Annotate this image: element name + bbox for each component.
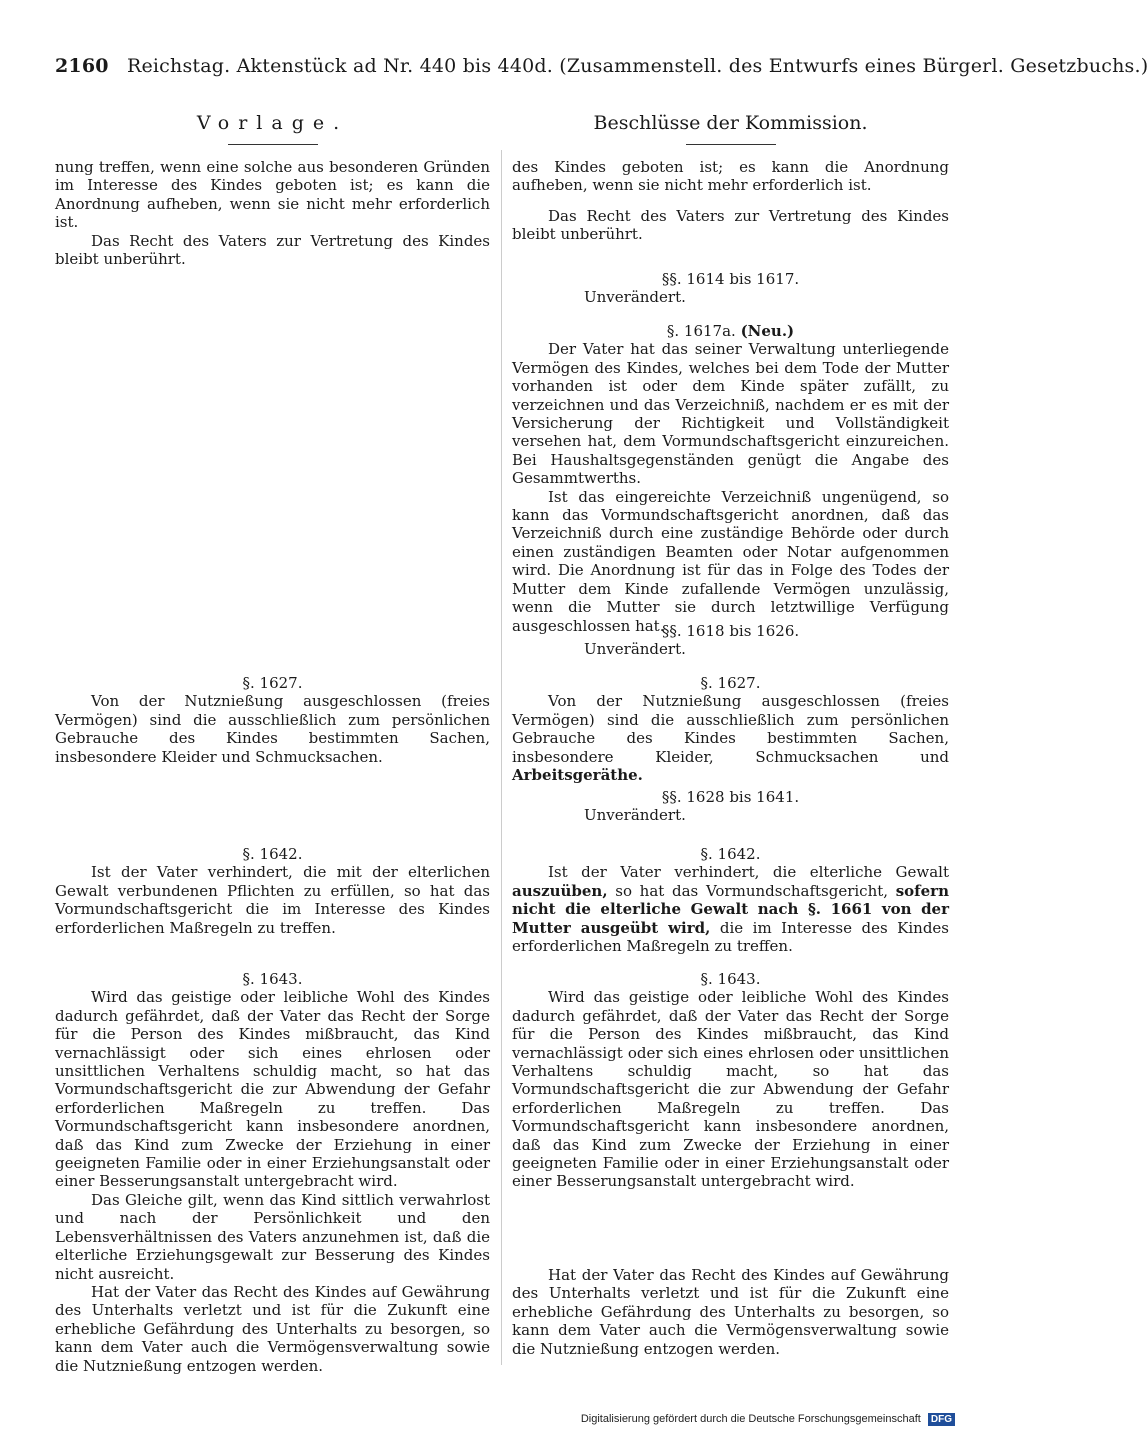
right-column [512,100,949,1358]
left-intro-paragraph: nung treffen, wenn eine solche aus besonderen Gründen im Interesse des Kindes geboten ist; es kann die Anordnung aufheben, wenn sie nicht mehr erforderlich ist. [55,158,490,232]
right-section-1642-bold-2: sofern nicht die elterliche Gewalt nach §. 1661 von der Mutter ausgeübt wird, [512,881,949,937]
right-section-1642 [512,845,949,955]
right-section-1643-heading: §. 1643. [700,970,761,988]
right-section-1643-p3: Hat der Vater das Recht des Kindes auf Gewährung des Unterhalts verletzt und ist für die Zukunft eine erhebliche Gefährdung des Unterhalts zu besorgen, so kann dem Vater auch die Vermögensverwaltung sowie die Nutznießung entzogen werden. [512,1266,949,1358]
right-section-1627-heading: §. 1627. [700,674,761,692]
right-section-1617a [512,322,949,635]
left-column-title: Vorlage. [196,112,349,134]
running-title: Reichstag. Aktenstück ad Nr. 440 bis 440d. (Zusammenstell. des Entwurfs eines Bürgerl. Gesetzbuchs.) [126,55,1148,77]
left-section-1642-heading: §. 1642. [242,845,303,863]
left-section-1643-p2: Das Gleiche gilt, wenn das Kind sittlich verwahrlost und nach der Persönlichkeit und den Lebensverhältnissen des Vaters anzunehmen ist, daß die elterliche Erziehungsgewalt zur Besserung des Kindes nicht ausreicht. [55,1190,490,1283]
right-section-1618-heading: §§. 1618 bis 1626. [661,622,800,640]
right-section-1618-1626 [512,622,949,659]
right-section-1643-last [512,1266,949,1358]
right-section-1628-heading: §§. 1628 bis 1641. [661,788,800,806]
right-intro [512,158,949,244]
right-section-1617a-heading-line [512,322,949,340]
right-section-1617a-heading: §. 1617a. [666,322,736,340]
right-column-title: Beschlüsse der Kommission. [593,112,868,134]
page-number: 2160 [55,55,109,77]
right-section-1627 [512,674,949,784]
left-section-1643-p1: Wird das geistige oder leibliche Wohl des Kindes dadurch gefährdet, daß der Vater das Recht der Sorge für die Person des Kindes mißbraucht, das Kind vernachlässigt oder sich eines ehrlosen oder unsittlichen Verhaltens schuldig macht, so hat das Vormundschaftsgericht die zur Abwendung der Gefahr erforderlichen Maßregeln zu treffen. Das Vormundschaftsgericht kann insbesondere anordnen, daß das Kind zum Zwecke der Erziehung in einer geeigneten Familie oder in einer Erziehungsanstalt oder einer Besserungsanstalt untergebracht wird. [55,988,490,1191]
right-section-1628-1641 [512,788,949,825]
right-section-1643-p1: Wird das geistige oder leibliche Wohl des Kindes dadurch gefährdet, daß der Vater das Recht der Sorge für die Person des Kindes mißbraucht, das Kind vernachlässigt oder sich eines ehrlosen oder unsittlichen Verhaltens schuldig macht, so hat das Vormundschaftsgericht die zur Abwendung der Gefahr erforderlichen Maßregeln zu treffen. Das Vormundschaftsgericht kann insbesondere anordnen, daß das Kind zum Zwecke der Erziehung in einer geeigneten Familie oder in einer Erziehungsanstalt oder einer Besserungsanstalt untergebracht wird. [512,988,949,1191]
right-section-1628-unchanged: Unverändert. [584,806,686,825]
right-section-1642-text-1: Ist der Vater verhindert, die elterliche Gewalt [548,863,949,882]
right-section-1642-text-2: so hat das Vormundschaftsgericht, [615,881,889,900]
footer-text: Digitalisierung gefördert durch die Deutsche Forschungsgemeinschaft [580,1413,921,1425]
right-intro-paragraph: des Kindes geboten ist; es kann die Anordnung aufheben, wenn sie nicht mehr erforderlich ist. [512,158,949,195]
page-header [55,55,1148,77]
left-column [55,100,490,1375]
left-section-1643 [55,970,490,1375]
right-section-1642-heading: §. 1642. [700,845,761,863]
right-section-1614-1617 [512,270,949,307]
right-section-1642-bold-1: auszuüben, [512,881,608,900]
dfg-logo: DFG [928,1413,955,1426]
left-intro-paragraph-2: Das Recht des Vaters zur Vertretung des Kindes bleibt unberührt. [55,231,490,269]
right-section-1618-unchanged: Unverändert. [584,640,686,659]
right-section-1617a-new-label: (Neu.) [740,322,795,340]
left-section-1643-p3: Hat der Vater das Recht des Kindes auf Gewährung des Unterhalts verletzt und ist für die Zukunft eine erhebliche Gefährdung des Unterhalts zu besorgen, so kann dem Vater auch die Vermögensverwaltung sowie die Nutznießung entzogen werden. [55,1282,490,1375]
right-section-1614-unchanged: Unverändert. [584,288,686,307]
right-section-1627-bold: Arbeitsgeräthe. [512,766,643,785]
right-section-1642-paragraph [512,863,949,955]
footer-credit [581,1413,955,1426]
left-section-1643-heading: §. 1643. [242,970,303,988]
right-section-1627-paragraph [512,692,949,784]
right-title-rule [686,144,776,145]
left-section-1627-heading: §. 1627. [242,674,303,692]
left-section-1627 [55,674,490,766]
left-title-rule [228,144,318,145]
right-intro-paragraph-2: Das Recht des Vaters zur Vertretung des Kindes bleibt unberührt. [512,206,949,244]
right-section-1617a-p2: Ist das eingereichte Verzeichniß ungenügend, so kann das Vormundschaftsgericht anordnen, daß das Verzeichniß durch eine zuständige Behörde oder durch einen zuständigen Beamten oder Notar aufgenommen wird. Die Anordnung ist für das in Folge des Todes der Mutter dem Kinde zufallende Vermögen unzulässig, wenn die Mutter sie durch letztwillige Verfügung ausgeschlossen hat. [512,487,949,635]
right-section-1627-text: Von der Nutznießung ausgeschlossen (freies Vermögen) sind die ausschließlich zum persönlichen Gebrauche des Kindes bestimmten Sachen, insbesondere Kleider, Schmucksachen und [512,692,949,766]
column-divider [501,150,502,1365]
left-section-1642 [55,845,490,937]
right-section-1617a-p1: Der Vater hat das seiner Verwaltung unterliegende Vermögen des Kindes, welches bei dem Tode der Mutter vorhanden ist oder dem Kinde später zufällt, zu verzeichnen und das Verzeichniß, nachdem er es mit der Versicherung der Richtigkeit und Vollständigkeit versehen hat, dem Vormundschaftsgericht einzureichen. Bei Haushaltsgegenständen genügt die Angabe des Gesammtwerths. [512,340,949,488]
right-section-1643 [512,970,949,1191]
left-section-1642-text: Ist der Vater verhindert, die mit der elterlichen Gewalt verbundenen Pflichten zu erfüllen, so hat das Vormundschaftsgericht die im Interesse des Kindes erforderlichen Maßregeln zu treffen. [55,863,490,937]
right-section-1642-text-3: die im Interesse des Kindes erforderlichen Maßregeln zu treffen. [512,918,949,956]
right-section-1614-heading: §§. 1614 bis 1617. [661,270,800,288]
left-intro [55,158,490,268]
left-section-1627-text: Von der Nutznießung ausgeschlossen (freies Vermögen) sind die ausschließlich zum persönlichen Gebrauche des Kindes bestimmten Sachen, insbesondere Kleider und Schmucksachen. [55,692,490,766]
